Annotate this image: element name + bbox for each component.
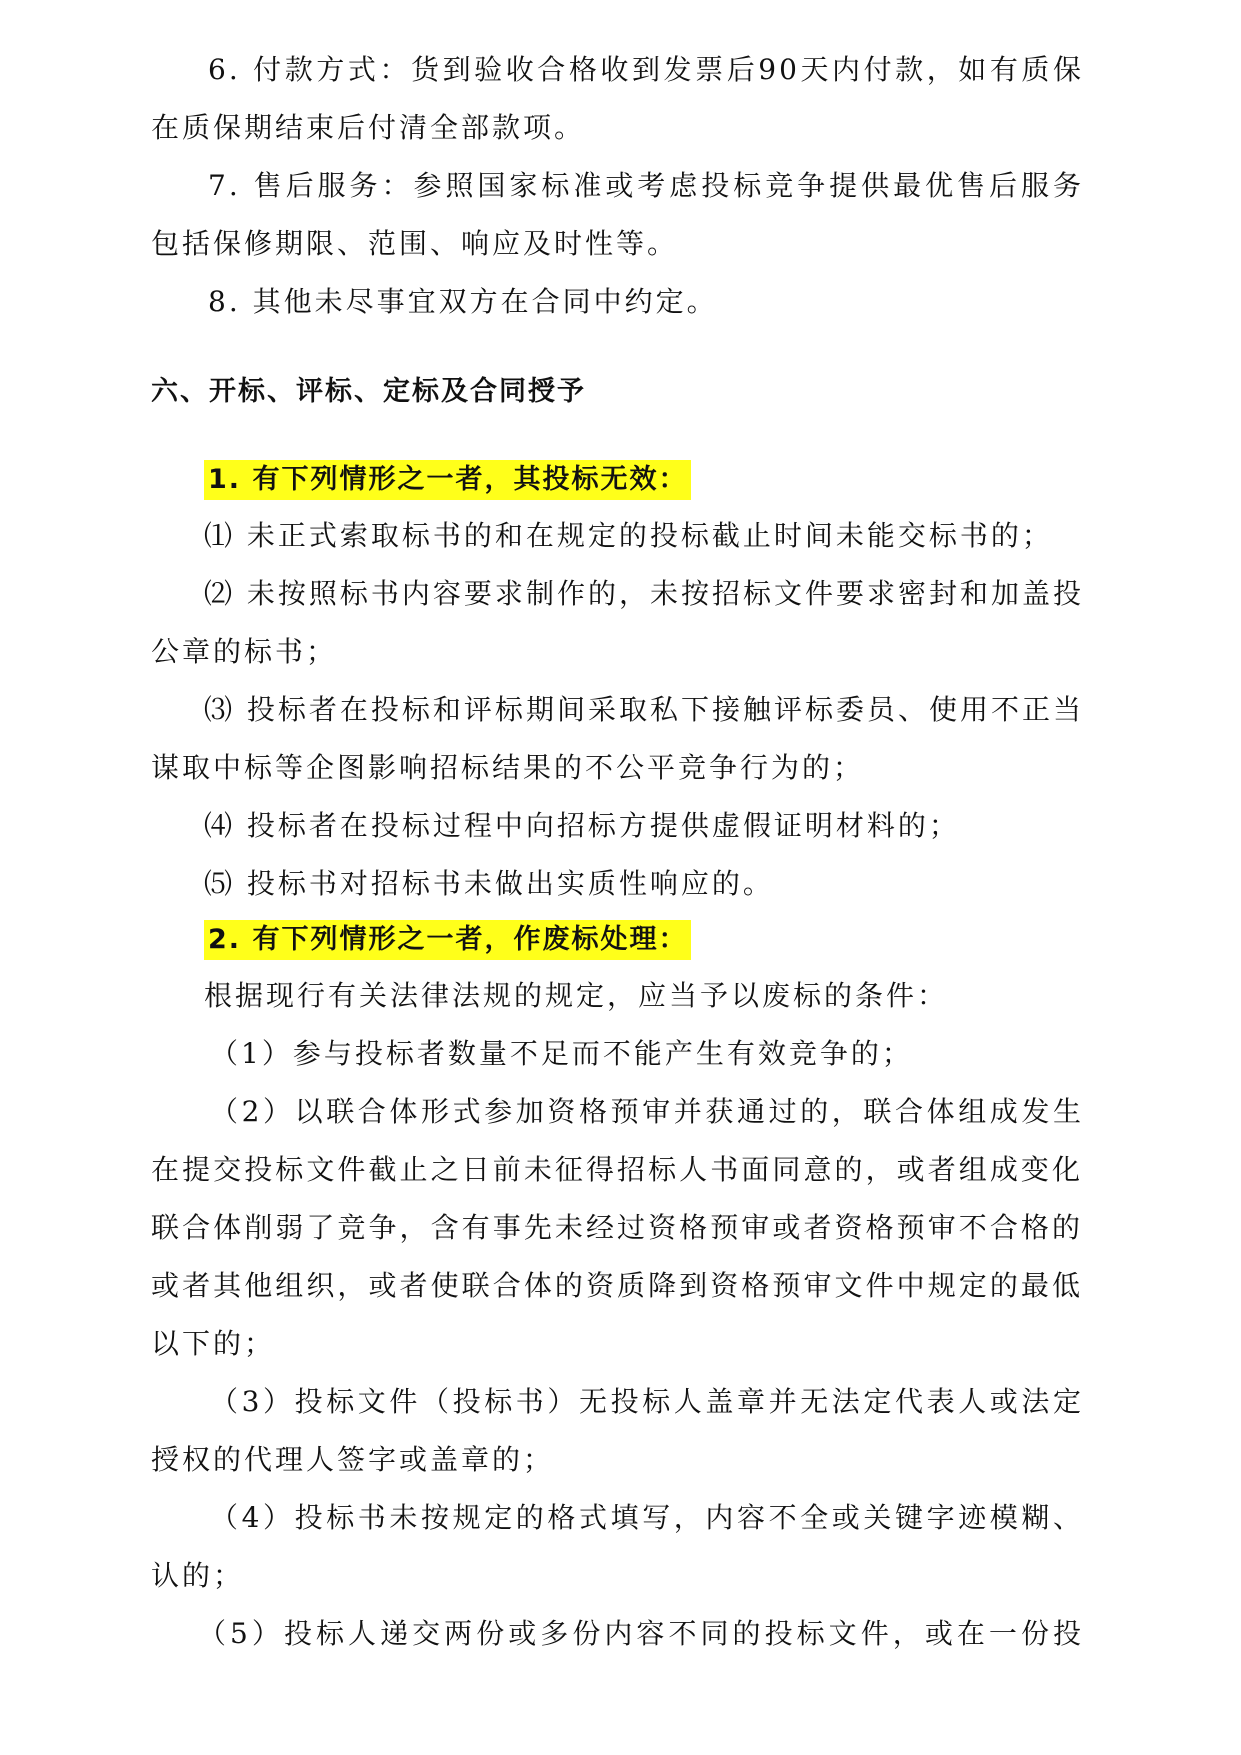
waste-item-4-line-2: 认的； <box>151 1559 245 1592</box>
waste-item-2-line-4: 或者其他组织，或者使联合体的资质降到资格预审文件中规定的最低 <box>151 1269 1083 1302</box>
invalid-item-5: ⑸ 投标书对招标书未做出实质性响应的。 <box>204 867 774 900</box>
waste-item-2-line-3: 联合体削弱了竞争，含有事先未经过资格预审或者资格预审不合格的 <box>151 1211 1083 1244</box>
subsection-1-heading: 1. 有下列情形之一者，其投标无效： <box>204 460 691 500</box>
paragraph-6-line-2: 在质保期结束后付清全部款项。 <box>151 111 586 144</box>
invalid-item-4: ⑷ 投标者在投标过程中向招标方提供虚假证明材料的； <box>204 809 960 842</box>
invalid-item-1: ⑴ 未正式索取标书的和在规定的投标截止时间未能交标书的； <box>204 519 1053 552</box>
paragraph-8-line-1: 8. 其他未尽事宜双方在合同中约定。 <box>208 285 718 318</box>
waste-item-2-line-2: 在提交投标文件截止之日前未征得招标人书面同意的，或者组成变化 <box>151 1153 1083 1186</box>
section-heading: 六、开标、评标、定标及合同授予 <box>151 376 586 407</box>
paragraph-6-line-1: 6. 付款方式：货到验收合格收到发票后90天内付款，如有质保 <box>208 53 1084 86</box>
invalid-item-3-line-2: 谋取中标等企图影响招标结果的不公平竞争行为的； <box>151 751 865 784</box>
invalid-item-2-line-2: 公章的标书； <box>151 635 338 668</box>
subsection-2-intro: 根据现行有关法律法规的规定，应当予以废标的条件： <box>204 979 949 1012</box>
waste-item-2-line-5: 以下的； <box>151 1327 276 1360</box>
waste-item-5-line-1: （5）投标人递交两份或多份内容不同的投标文件，或在一份投 <box>198 1617 1084 1650</box>
paragraph-7-line-1: 7. 售后服务：参照国家标准或考虑投标竞争提供最优售后服务 <box>208 169 1084 202</box>
waste-item-4-line-1: （4）投标书未按规定的格式填写，内容不全或关键字迹模糊、 <box>210 1501 1084 1534</box>
invalid-item-2-line-1: ⑵ 未按照标书内容要求制作的，未按招标文件要求密封和加盖投 <box>204 577 1084 610</box>
waste-item-3-line-2: 授权的代理人签字或盖章的； <box>151 1443 555 1476</box>
paragraph-7-line-2: 包括保修期限、范围、响应及时性等。 <box>151 227 679 260</box>
waste-item-2-line-1: （2）以联合体形式参加资格预审并获通过的，联合体组成发生 <box>210 1095 1084 1128</box>
waste-item-1: （1）参与投标者数量不足而不能产生有效竞争的； <box>210 1037 913 1070</box>
waste-item-3-line-1: （3）投标文件（投标书）无投标人盖章并无法定代表人或法定 <box>210 1385 1084 1418</box>
invalid-item-3-line-1: ⑶ 投标者在投标和评标期间采取私下接触评标委员、使用不正当 <box>204 693 1084 726</box>
subsection-2-heading: 2. 有下列情形之一者，作废标处理： <box>204 920 691 960</box>
